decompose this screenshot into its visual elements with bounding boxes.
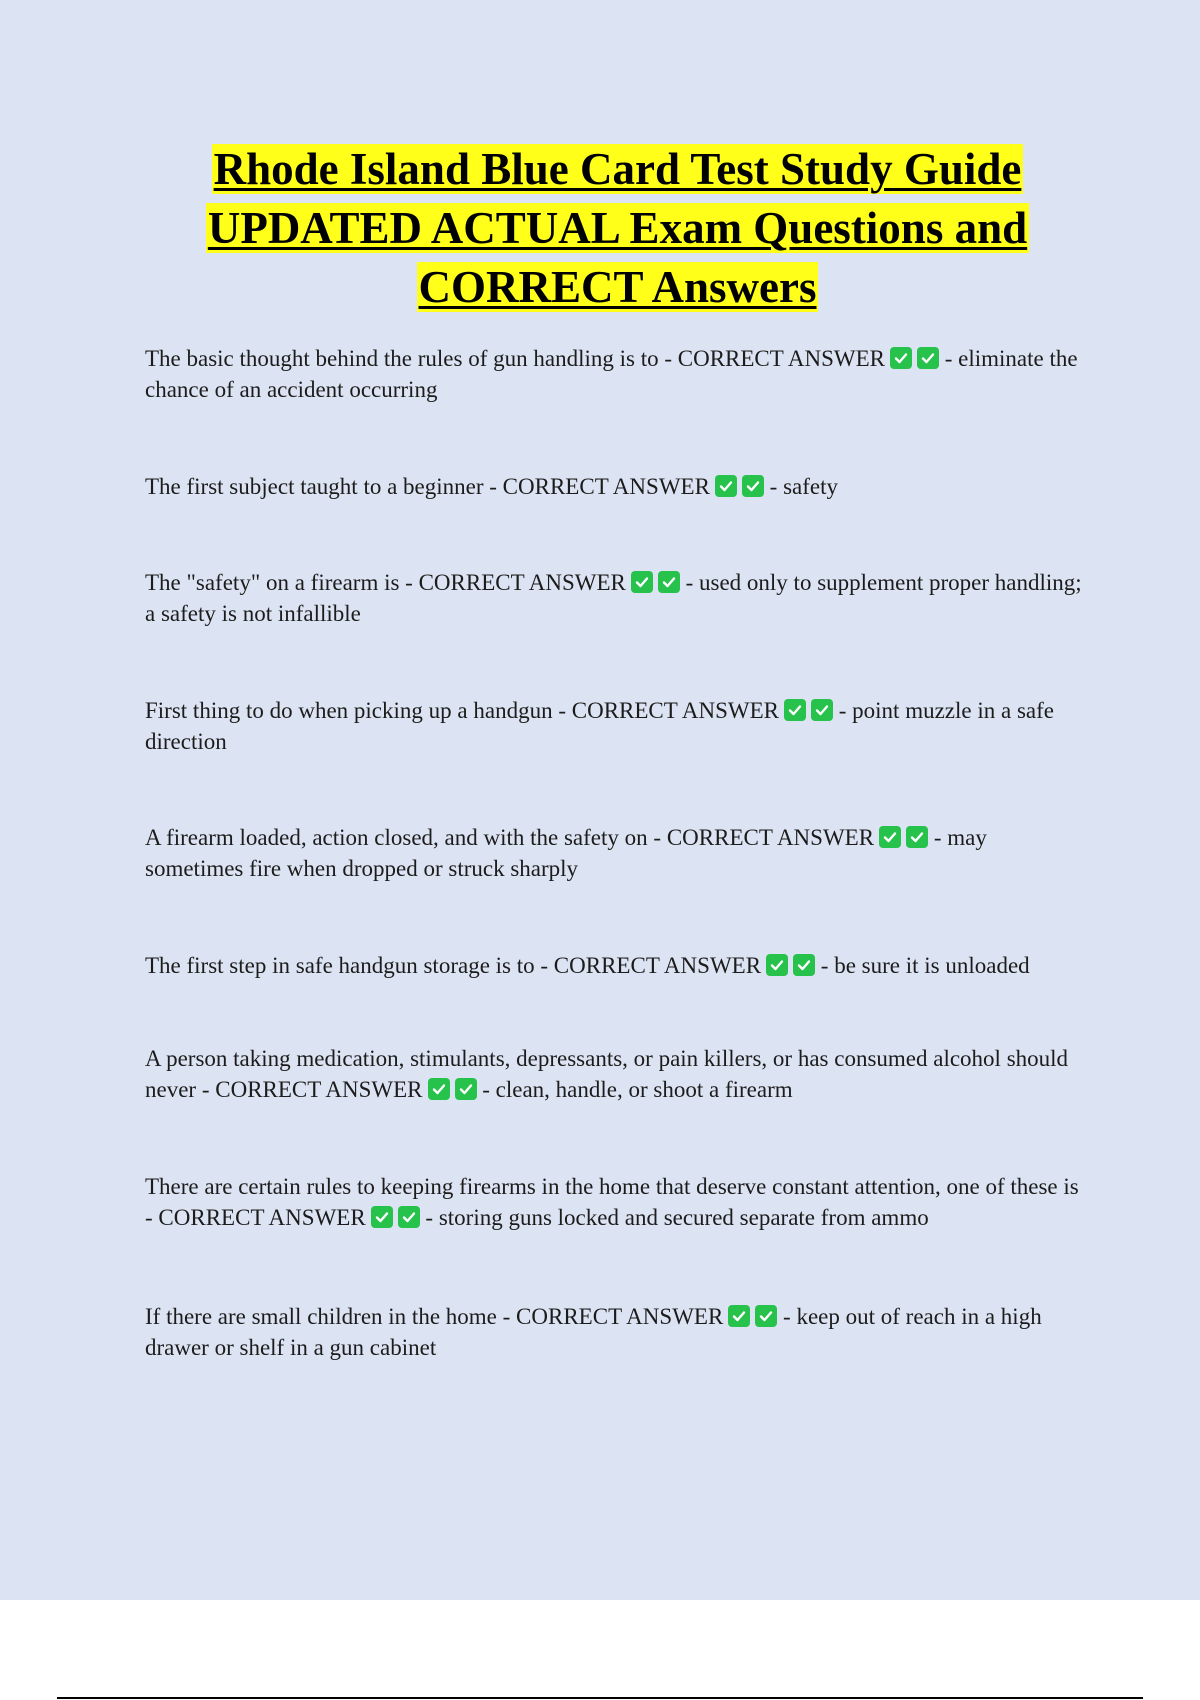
check-mark-icon <box>784 699 806 721</box>
check-mark-icon <box>631 571 653 593</box>
check-mark-icon <box>371 1206 393 1228</box>
qa-item-5 <box>145 822 1085 884</box>
qa-item-6 <box>145 950 1085 981</box>
question-text: The "safety" on a firearm is - <box>145 570 419 595</box>
answer-text: - keep out of reach in a high drawer or shelf in a gun cabinet <box>145 1304 1042 1360</box>
qa-item-1 <box>145 343 1085 405</box>
answer-marker: CORRECT ANSWER <box>516 1304 724 1329</box>
document-title <box>120 140 1115 317</box>
check-mark-icon <box>428 1078 450 1100</box>
check-mark-icon <box>811 699 833 721</box>
check-mark-icon <box>917 347 939 369</box>
answer-text: - eliminate the chance of an accident occurring <box>145 346 1078 402</box>
question-text: First thing to do when picking up a handgun - <box>145 698 572 723</box>
qa-item-2 <box>145 471 1085 502</box>
qa-item-4 <box>145 695 1085 757</box>
check-mark-icon <box>742 475 764 497</box>
answer-marker: CORRECT ANSWER <box>571 698 779 723</box>
check-mark-icon <box>715 475 737 497</box>
question-text: A person taking medication, stimulants, depressants, or pain killers, or has consumed alcohol should never - <box>145 1046 1069 1102</box>
answer-text: - may sometimes fire when dropped or struck sharply <box>145 825 987 881</box>
answer-text: - be sure it is unloaded <box>820 953 1030 978</box>
check-mark-icon <box>455 1078 477 1100</box>
check-mark-icon <box>879 826 901 848</box>
answer-marker: CORRECT ANSWER <box>502 474 710 499</box>
check-mark-icon <box>766 954 788 976</box>
answer-text: - safety <box>769 474 838 499</box>
question-text: There are certain rules to keeping firearms in the home that deserve constant attention, one of these is - <box>145 1174 1079 1230</box>
answer-text: - used only to supplement proper handling; a safety is not infallible <box>145 570 1082 626</box>
check-mark-icon <box>728 1305 750 1327</box>
answer-marker: CORRECT ANSWER <box>158 1205 366 1230</box>
answer-text: - point muzzle in a safe direction <box>145 698 1054 754</box>
check-mark-icon <box>658 571 680 593</box>
answer-marker: CORRECT ANSWER <box>677 346 885 371</box>
answer-text: - clean, handle, or shoot a firearm <box>482 1077 793 1102</box>
answer-text: - storing guns locked and secured separate from ammo <box>425 1205 929 1230</box>
qa-item-7 <box>145 1043 1085 1105</box>
qa-item-8 <box>145 1171 1085 1233</box>
title-line-3: CORRECT Answers <box>418 262 817 312</box>
title-line-1: Rhode Island Blue Card Test Study Guide <box>213 144 1022 194</box>
question-text: A firearm loaded, action closed, and with the safety on - <box>145 825 667 850</box>
answer-marker: CORRECT ANSWER <box>553 953 762 978</box>
footer-divider <box>57 1697 1143 1699</box>
check-mark-icon <box>906 826 928 848</box>
qa-item-9 <box>145 1301 1085 1363</box>
answer-marker: CORRECT ANSWER <box>666 825 875 850</box>
question-text: The first step in safe handgun storage is to - <box>145 953 554 978</box>
question-text: If there are small children in the home - <box>145 1304 517 1329</box>
answer-marker: CORRECT ANSWER <box>418 570 626 595</box>
check-mark-icon <box>793 954 815 976</box>
question-text: The first subject taught to a beginner - <box>145 474 503 499</box>
answer-marker: CORRECT ANSWER <box>215 1077 423 1102</box>
qa-item-3 <box>145 567 1085 629</box>
check-mark-icon <box>890 347 912 369</box>
check-mark-icon <box>398 1206 420 1228</box>
title-line-2: UPDATED ACTUAL Exam Questions and <box>207 203 1028 253</box>
check-mark-icon <box>755 1305 777 1327</box>
question-text: The basic thought behind the rules of gun handling is to - <box>145 346 678 371</box>
